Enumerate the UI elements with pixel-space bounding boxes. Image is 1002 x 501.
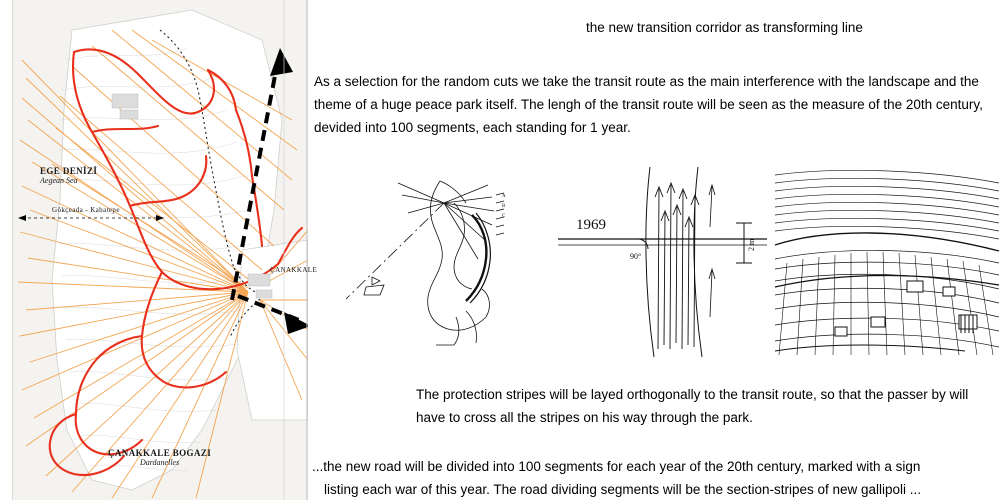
map-label-aegean-sea-native: EGE DENİZİ bbox=[40, 166, 98, 176]
paragraph-road bbox=[312, 455, 1002, 501]
map-figure bbox=[12, 0, 318, 500]
figure-coastal-svg bbox=[336, 167, 550, 357]
figure-aerial-svg bbox=[775, 167, 999, 357]
map-label-gokceada-kabatepe-text: Gökçeada - Kabatepe bbox=[52, 206, 120, 214]
map-label-dardanelles-native: ÇANAKKALE BOGAZI bbox=[108, 448, 212, 458]
figure-angle-label: 90° bbox=[630, 252, 642, 261]
figure-dimension-label: 2 m bbox=[747, 238, 756, 251]
map-label-canakkale-text: ÇANAKKALE bbox=[270, 266, 318, 274]
svg-text:A: A bbox=[502, 194, 506, 199]
headline: the new transition corridor as transforming line bbox=[586, 20, 863, 35]
figure-section-svg bbox=[558, 167, 767, 357]
figure-aerial-perspective bbox=[775, 167, 999, 357]
figure-year-label: 1969 bbox=[576, 217, 606, 233]
map-label-aegean-sea-english: Aegean Sea bbox=[40, 176, 78, 185]
paragraph-road-line1: ...the new road will be divided into 100 segments for each year of the 20th century, marked with a sign bbox=[312, 459, 921, 474]
svg-text:C: C bbox=[502, 214, 506, 219]
figure-section-diagram bbox=[558, 167, 767, 357]
figure-coastal-diagram bbox=[336, 167, 550, 357]
figure-row bbox=[336, 167, 999, 357]
map-label-dardanelles-english: Dardanelles bbox=[139, 458, 180, 467]
paragraph-intro: As a selection for the random cuts we take the transit route as the main interference with the landscape and the theme of a huge peace park itself. The lengh of the transit route will be seen as the measure of the 20th century, devided into 100 segments, each standing for 1 year. bbox=[314, 74, 983, 135]
svg-text:B: B bbox=[502, 204, 506, 209]
paragraph-stripes: The protection stripes will be layed orthogonally to the transit route, so that the passer by will have to cross all the stripes on his way through the park. bbox=[416, 387, 969, 425]
map-svg bbox=[12, 0, 308, 500]
content-column bbox=[308, 0, 999, 500]
paragraph-road-line2: listing each war of this year. The road dividing segments will be the section-stripes of new gallipoli ... bbox=[324, 482, 922, 497]
